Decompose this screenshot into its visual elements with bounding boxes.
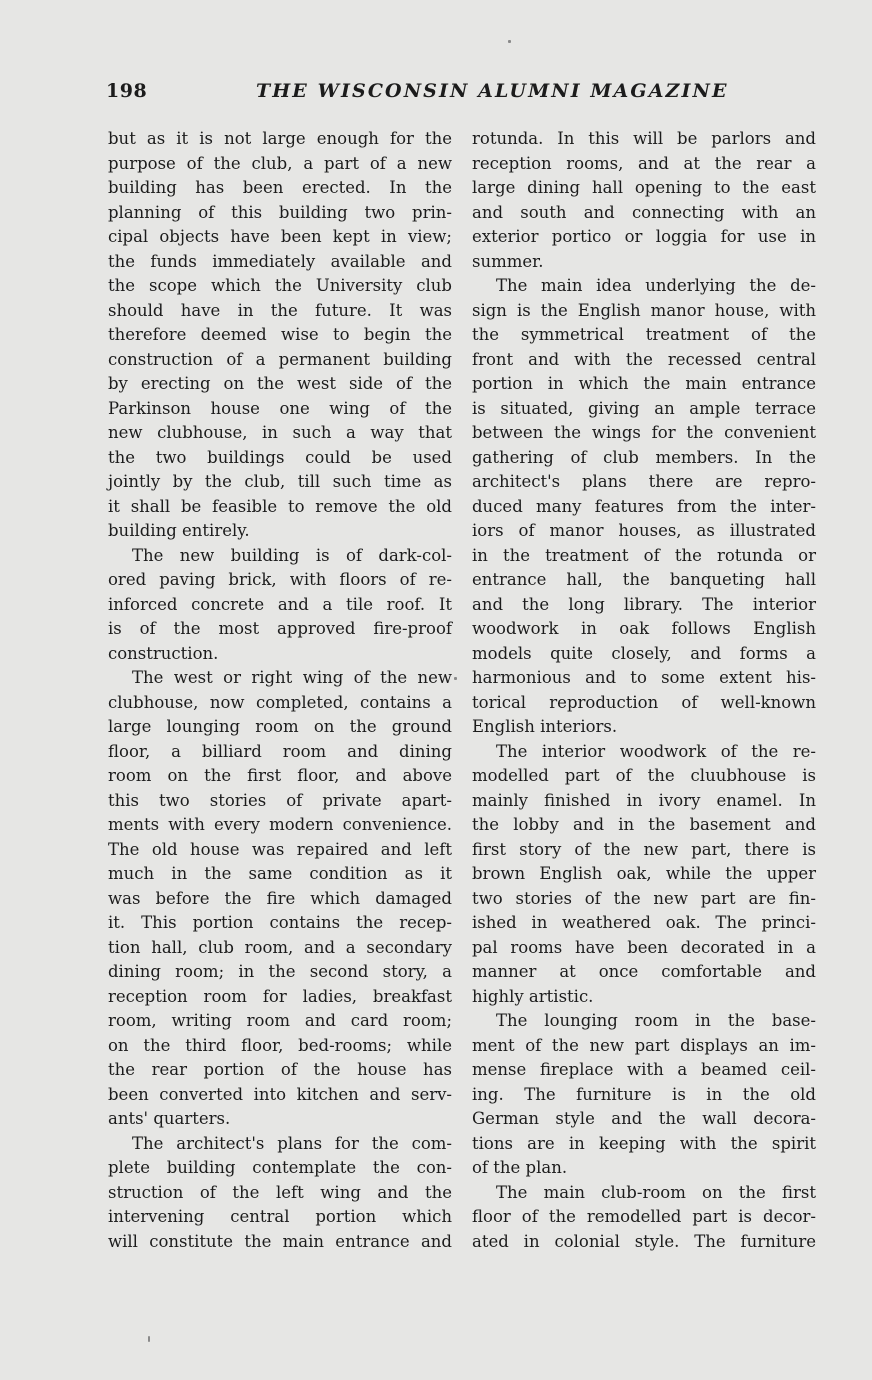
text-line: is situated, giving an ample terrace [472,398,816,418]
text-line: gathering of club members. In the [472,447,816,467]
text-line: ished in weathered oak. The princi- [472,913,816,932]
right-column [472,127,816,1254]
text-line: sign is the English manor house, with [472,300,816,320]
text-line: entrance hall, the banqueting hall [472,570,816,589]
text-line: is of the most approved fire-proof [108,619,452,638]
text-line: room on the first floor, and above [108,766,452,785]
text-line: ing. The furniture is in the old [472,1084,816,1104]
text-line: The west or right wing of the new [132,668,452,687]
text-line: mense fireplace with a beamed ceil- [472,1060,816,1079]
page-header [106,80,816,110]
text-line: plete building contemplate the con- [108,1158,452,1177]
text-line: large lounging room on the ground [108,717,452,736]
text-line: and the long library. The interior [472,594,816,614]
text-line: should have in the future. It was [108,300,452,320]
text-line: the two buildings could be used [108,447,452,467]
text-line: building entirely. [108,521,250,540]
text-line: the funds immediately available and [108,251,452,271]
text-line: been converted into kitchen and serv- [108,1084,452,1104]
text-line: this two stories of private apart- [108,790,452,810]
text-line: torical reproduction of well-known [472,692,816,712]
text-line: brown English oak, while the upper [472,864,816,883]
text-line: reception room for ladies, breakfast [108,986,452,1006]
text-line: pal rooms have been decorated in a [472,937,816,957]
text-line: struction of the left wing and the [108,1182,452,1202]
text-line: The lounging room in the base- [496,1011,816,1030]
text-line: harmonious and to some extent his- [472,668,816,687]
text-line: large dining hall opening to the east [472,178,816,197]
text-line: the symmetrical treatment of the [472,325,816,344]
scan-speck [454,677,457,680]
page-number: 198 [106,80,148,102]
text-line: iors of manor houses, as illustrated [472,521,816,540]
text-line: floor, a billiard room and dining [108,741,452,761]
text-line: ment of the new part displays an im- [472,1035,816,1055]
text-line: The main idea underlying the de- [496,276,816,295]
text-line: Parkinson house one wing of the [108,398,452,418]
text-line: much in the same condition as it [108,864,452,883]
text-line: two stories of the new part are fin- [472,888,816,908]
text-line: was before the fire which damaged [108,888,452,908]
text-line: The new building is of dark-col- [132,545,452,565]
text-line: but as it is not large enough for the [108,129,452,148]
text-line: planning of this building two prin- [108,202,452,222]
text-line: manner at once comfortable and [472,962,816,981]
text-line: it shall be feasible to remove the old [108,496,452,516]
text-line: room, writing room and card room; [108,1011,452,1030]
text-line: woodwork in oak follows English [472,619,816,638]
text-line: of the plan. [472,1158,568,1177]
text-line: and south and connecting with an [472,202,816,222]
text-line: models quite closely, and forms a [472,643,816,663]
text-line: ants' quarters. [108,1109,231,1128]
text-line: building has been erected. In the [108,178,452,197]
text-line: jointly by the club, till such time as [108,472,452,491]
text-line: front and with the recessed central [472,349,816,369]
scan-speck [148,1336,150,1342]
text-line: the rear portion of the house has [108,1060,452,1079]
text-line: the scope which the University club [108,276,452,295]
scan-speck [508,40,511,43]
text-line: first story of the new part, there is [472,839,816,859]
left-column [108,127,452,1254]
text-line: modelled part of the cluubhouse is [472,766,816,785]
text-line: mainly finished in ivory enamel. In [472,790,816,810]
text-line: cipal objects have been kept in view; [108,227,452,246]
text-line: intervening central portion which [108,1207,452,1226]
text-line: in the treatment of the rotunda or [472,545,816,565]
text-line: clubhouse, now completed, contains a [108,692,452,712]
text-line: ated in colonial style. The furniture [472,1231,816,1251]
text-line: The architect's plans for the com- [132,1133,452,1153]
text-line: German style and the wall decora- [472,1109,816,1128]
text-line: it. This portion contains the recep- [108,913,452,932]
text-line: The old house was repaired and left [108,839,452,859]
text-line: tions are in keeping with the spirit [472,1133,816,1153]
text-line: architect's plans there are repro- [472,472,816,491]
text-line: construction of a permanent building [108,349,452,369]
text-line: between the wings for the convenient [472,423,816,442]
running-title: THE WISCONSIN ALUMNI MAGAZINE [256,80,729,102]
text-line: will constitute the main entrance and [108,1231,452,1251]
text-line: rotunda. In this will be parlors and [472,129,816,148]
text-line: exterior portico or loggia for use in [472,227,816,246]
text-line: ored paving brick, with floors of re- [108,570,452,589]
text-line: dining room; in the second story, a [108,962,452,981]
text-line: on the third floor, bed-rooms; while [108,1035,452,1055]
text-line: English interiors. [472,717,618,736]
text-line: portion in which the main entrance [472,374,816,393]
text-line: ments with every modern convenience. [108,815,452,834]
text-line: The main club-room on the first [496,1182,816,1202]
text-line: construction. [108,643,219,663]
text-line: inforced concrete and a tile roof. It [108,594,452,614]
text-line: reception rooms, and at the rear a [472,153,816,173]
text-line: highly artistic. [472,986,594,1006]
text-line: therefore deemed wise to begin the [108,325,452,344]
text-line: the lobby and in the basement and [472,815,816,834]
text-line: purpose of the club, a part of a new [108,153,452,173]
text-line: tion hall, club room, and a secondary [108,937,452,957]
text-line: new clubhouse, in such a way that [108,423,452,442]
text-line: by erecting on the west side of the [108,374,452,393]
text-line: duced many features from the inter- [472,496,816,516]
text-line: The interior woodwork of the re- [496,741,816,761]
text-line: summer. [472,251,544,271]
text-line: floor of the remodelled part is decor- [472,1207,816,1226]
